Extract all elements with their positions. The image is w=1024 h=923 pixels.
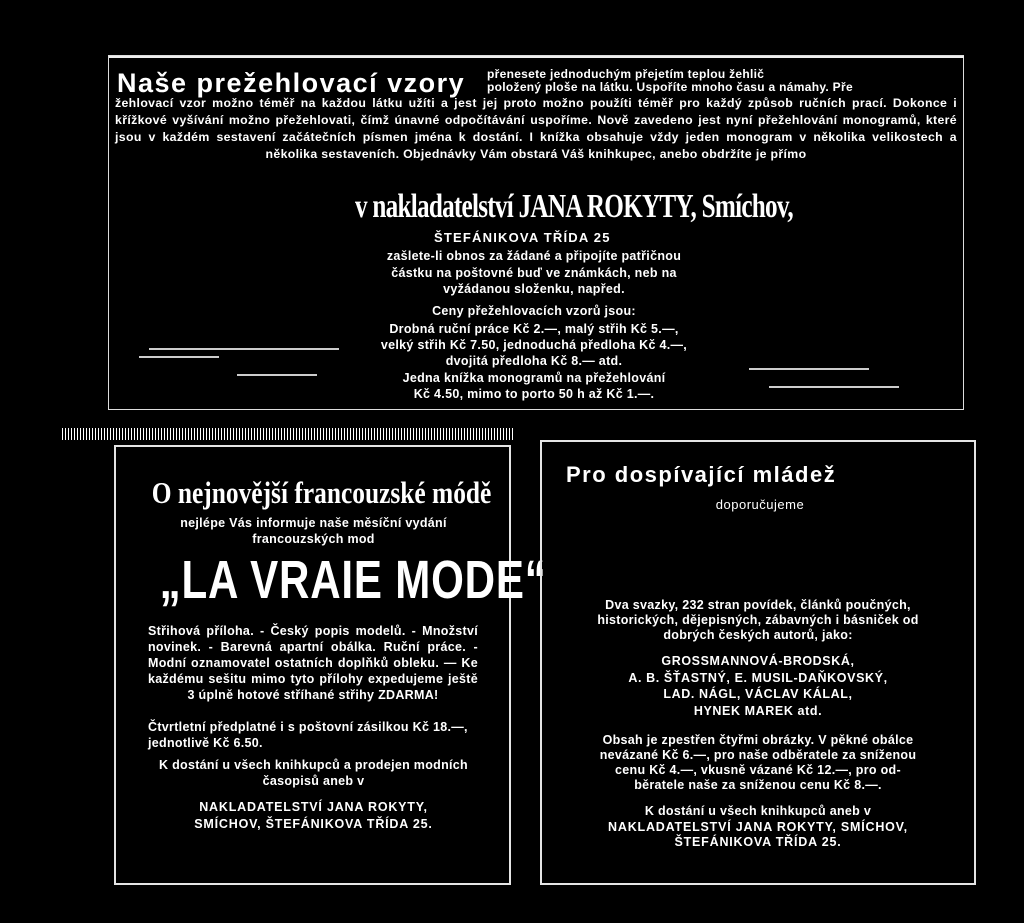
- ad-iron-on-patterns: [108, 55, 964, 410]
- ad-top-prices-heading: Ceny přežehlovacích vzorů jsou:: [432, 304, 636, 318]
- intro-line: položený ploše na látku. Uspoříte mnoho času a námahy. Pře: [487, 80, 853, 94]
- ad-youth-books: [540, 440, 976, 885]
- offer-line: nevázané Kč 6.—, pro naše odběratele za sníženou: [599, 748, 917, 762]
- author-line: LAD. NÁGL, VÁCLAV KÁLAL,: [663, 687, 853, 701]
- price-line: Kč 4.50, mimo to porto 50 h až Kč 1.—.: [413, 386, 655, 401]
- send-line: vyžádanou složenku, napřed.: [443, 282, 625, 296]
- intro-line: přenesete jednoduchým přejetím teplou žehlič: [487, 67, 765, 81]
- send-line: částku na poštovné buď ve známkách, neb na: [391, 265, 677, 280]
- ad-top-address: ŠTEFÁNIKOVA TŘÍDA 25: [434, 230, 611, 245]
- body-line: historických, dějepisných, zábavných i básniček od: [597, 613, 919, 627]
- ad-right-subtitle: doporučujeme: [715, 497, 805, 512]
- decorative-rule: [139, 356, 219, 358]
- ad-la-vraie-mode: [114, 445, 547, 885]
- ad-right-authors: [564, 653, 952, 719]
- ad-left-price: Čtvrtletní předplatné i s poštovní zásilkou Kč 18.—, jednotlivě Kč 6.50.: [148, 720, 468, 750]
- intro-line: nejlépe Vás informuje naše měsíční vydání: [180, 516, 447, 530]
- ad-top-title: Naše prežehlovací vzory: [117, 68, 466, 98]
- decorative-rule: [149, 348, 339, 350]
- body-line: dobrých českých autorů, jako:: [663, 628, 853, 642]
- decorative-border-strip: [62, 428, 514, 440]
- footer-line: NAKLADATELSTVÍ JANA ROKYTY, SMÍCHOV,: [608, 820, 908, 834]
- ad-left-intro: [136, 515, 491, 547]
- ad-top-body: žehlovací vzor možno téměř na každou látku užíti a jest jej proto možno použíti téměř pro každý způsob ručních prací. Dokonce i křížkové vyšívání možno přežehlovati, čímž únavné odpočítávání uspoříme. Nově zavedeno jest nyní přežehlování monogramů, které jsou v každém sestavení začátečních písmen jména k dostání. I knížka obsahuje vždy jeden monogram v několika velikostech a několika sestaveních. Objednávky Vám obstará Váš knihkupec, anebo obdržíte je přímo: [115, 96, 957, 161]
- price-line: velký střih Kč 7.50, jednoduchá předloha Kč 4.—,: [380, 338, 688, 353]
- offer-line: Obsah je zpestřen čtyřmi obrázky. V pěkné obálce: [602, 733, 914, 747]
- footer-line: SMÍCHOV, ŠTEFÁNIKOVA TŘÍDA 25.: [194, 817, 433, 831]
- ad-right-body: [564, 598, 952, 643]
- ad-right-footer: [564, 820, 952, 850]
- offer-line: běratele naše za sníženou cenu Kč 8.—.: [634, 778, 882, 792]
- body-line: Dva svazky, 232 stran povídek, článků poučných,: [605, 598, 911, 612]
- price-line: Jedna knížka monogramů na přežehlování: [402, 370, 666, 385]
- author-line: A. B. ŠŤASTNÝ, E. MUSIL-DAŇKOVSKÝ,: [628, 670, 888, 685]
- price-line: dvojitá předloha Kč 8.— atd.: [445, 354, 623, 369]
- ad-top-price-list: [354, 321, 714, 402]
- ad-right-title: Pro dospívající mládež: [566, 462, 837, 487]
- ad-left-title: O nejnovější francouzské módě: [151, 475, 492, 510]
- ad-right-offer: [564, 733, 952, 793]
- author-line: GROSSMANNOVÁ-BRODSKÁ,: [661, 654, 855, 668]
- ad-top-send-note: [354, 248, 714, 298]
- decorative-rule: [237, 374, 317, 376]
- decorative-rule: [769, 386, 899, 388]
- decorative-rule: [749, 368, 869, 370]
- footer-line: ŠTEFÁNIKOVA TŘÍDA 25.: [674, 835, 842, 849]
- ad-left-footer: [136, 799, 491, 833]
- send-line: zašlete-li obnos za žádané a připojíte patřičnou: [386, 249, 682, 263]
- ad-right-contact: K dostání u všech knihkupců aneb v: [644, 804, 872, 818]
- intro-line: francouzských mod: [252, 532, 375, 546]
- price-line: Drobná ruční práce Kč 2.—, malý střih Kč 5.—,: [389, 322, 679, 336]
- magazine-name: „LA VRAIE MODE“: [159, 550, 547, 610]
- ad-top-publisher: v nakladatelství JANA ROKYTY, Smíchov,: [355, 188, 793, 225]
- offer-line: cenu Kč 4.—, vkusně vázané Kč 12.—, pro od-: [615, 763, 901, 777]
- ad-left-body: Střihová příloha. - Český popis modelů. - Množství novinek. - Barevná apartní obálka. Ruční práce. - Modní oznamovatel ostatních doplňků obleku. — Ke každému sešitu mimo tyto přílohy expedujeme ještě 3 úplně hotové stříhané střihy ZDARMA!: [148, 624, 478, 702]
- author-line: HYNEK MAREK atd.: [693, 703, 823, 718]
- ad-top-intro: [487, 68, 957, 94]
- footer-line: NAKLADATELSTVÍ JANA ROKYTY,: [199, 800, 428, 814]
- ad-left-contact: K dostání u všech knihkupců a prodejen modních časopisů aneb v: [159, 758, 468, 788]
